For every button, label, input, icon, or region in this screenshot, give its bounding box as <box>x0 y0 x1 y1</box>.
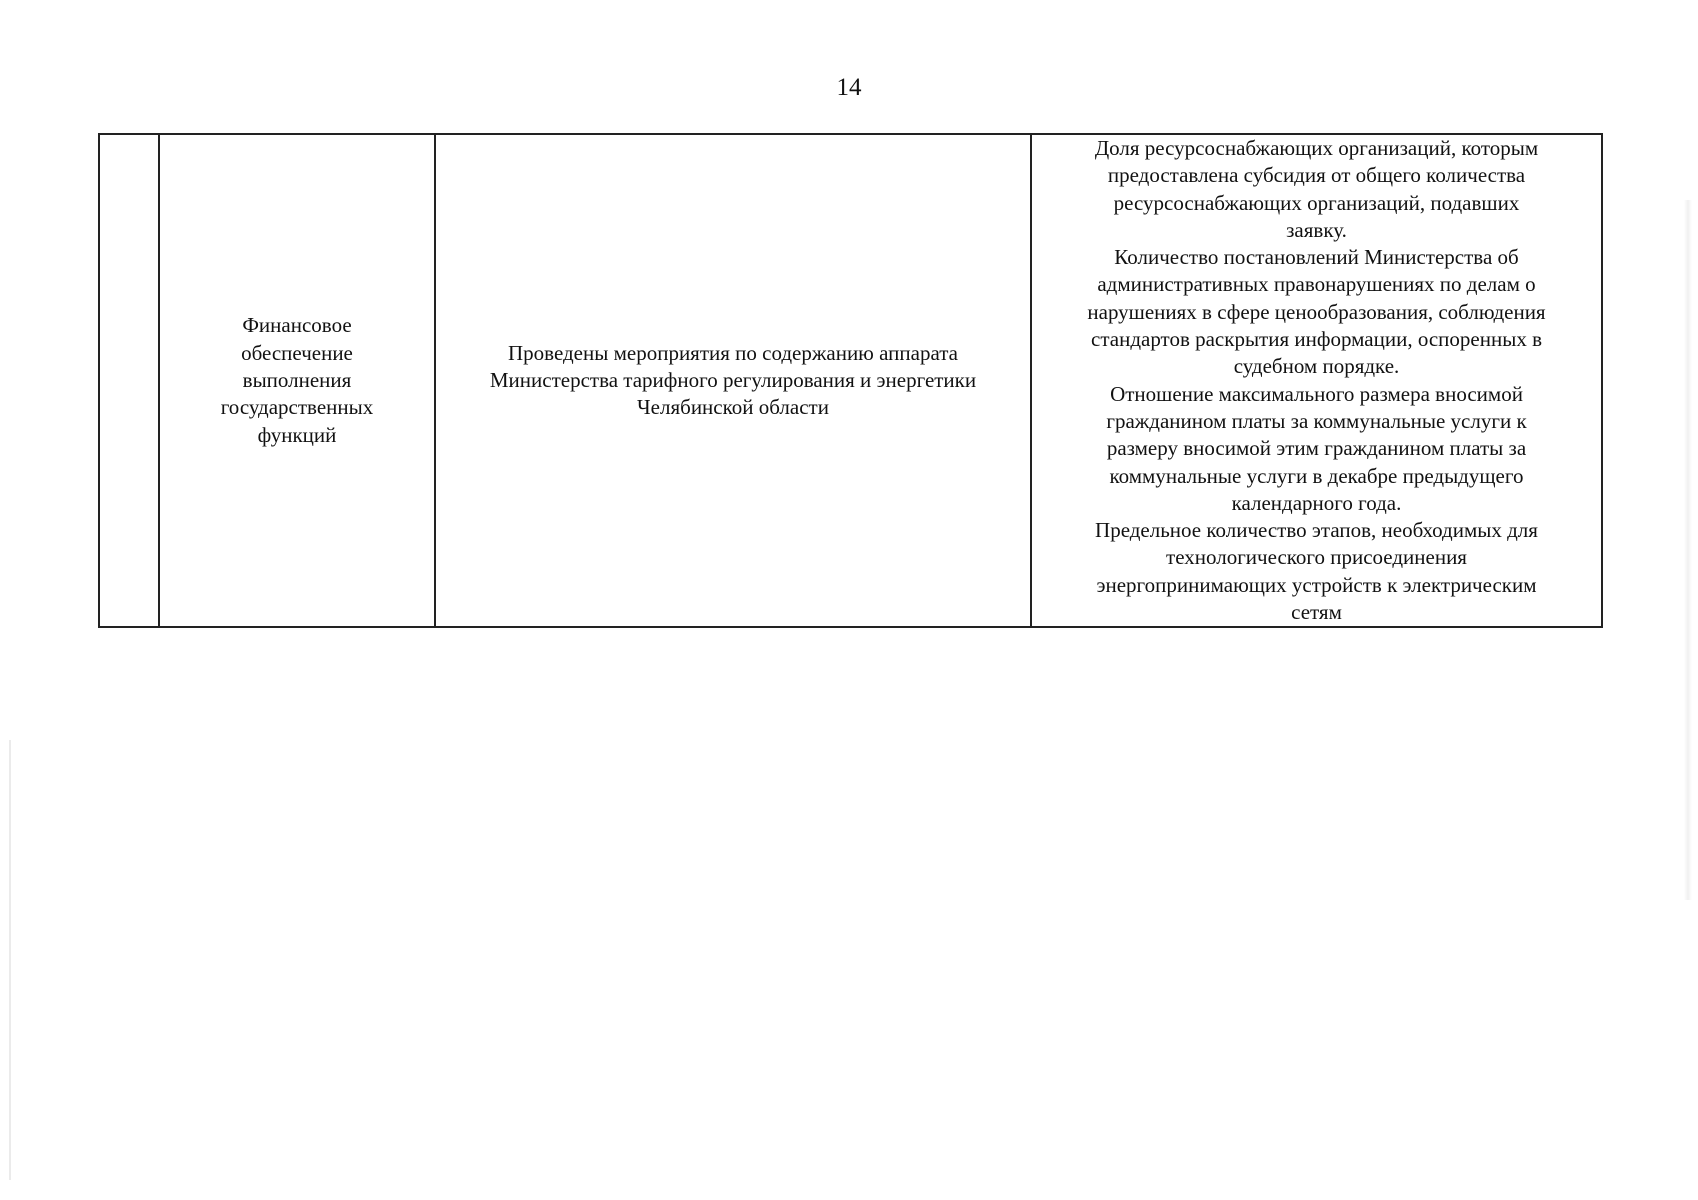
scan-artifact-left <box>9 740 11 1180</box>
indicators-cell <box>1031 134 1602 627</box>
program-table <box>98 133 1603 628</box>
row-number-cell <box>99 134 159 627</box>
result-cell <box>435 134 1031 627</box>
page-number: 14 <box>836 74 862 101</box>
scan-artifact <box>1684 200 1692 900</box>
indicators-text: Доля ресурсоснабжающих организаций, которым предоставлена субсидия от общего количества ресурсоснабжающих организаций, подавших заявку. Количество постановлений Министерства об административных правонарушениях по делам о нарушениях в сфере ценообразования, соблюдения стандартов раскрытия информации, оспоренных в судебном порядке. Отношение максимального размера вносимой гражданином платы за коммунальные услуги к размеру вносимой этим гражданином платы за коммунальные услуги в декабре предыдущего календарного года. Предельное количество этапов, необходимых для технологического присоединения энергопринимающих устройств к электрическим сетям <box>1087 136 1546 625</box>
task-text: Финансовое обеспечение выполнения государственных функций <box>220 313 374 447</box>
table-row <box>99 134 1602 627</box>
task-cell <box>159 134 435 627</box>
result-text: Проведены мероприятия по содержанию аппарата Министерства тарифного регулирования и энергетики Челябинской области <box>489 340 977 420</box>
